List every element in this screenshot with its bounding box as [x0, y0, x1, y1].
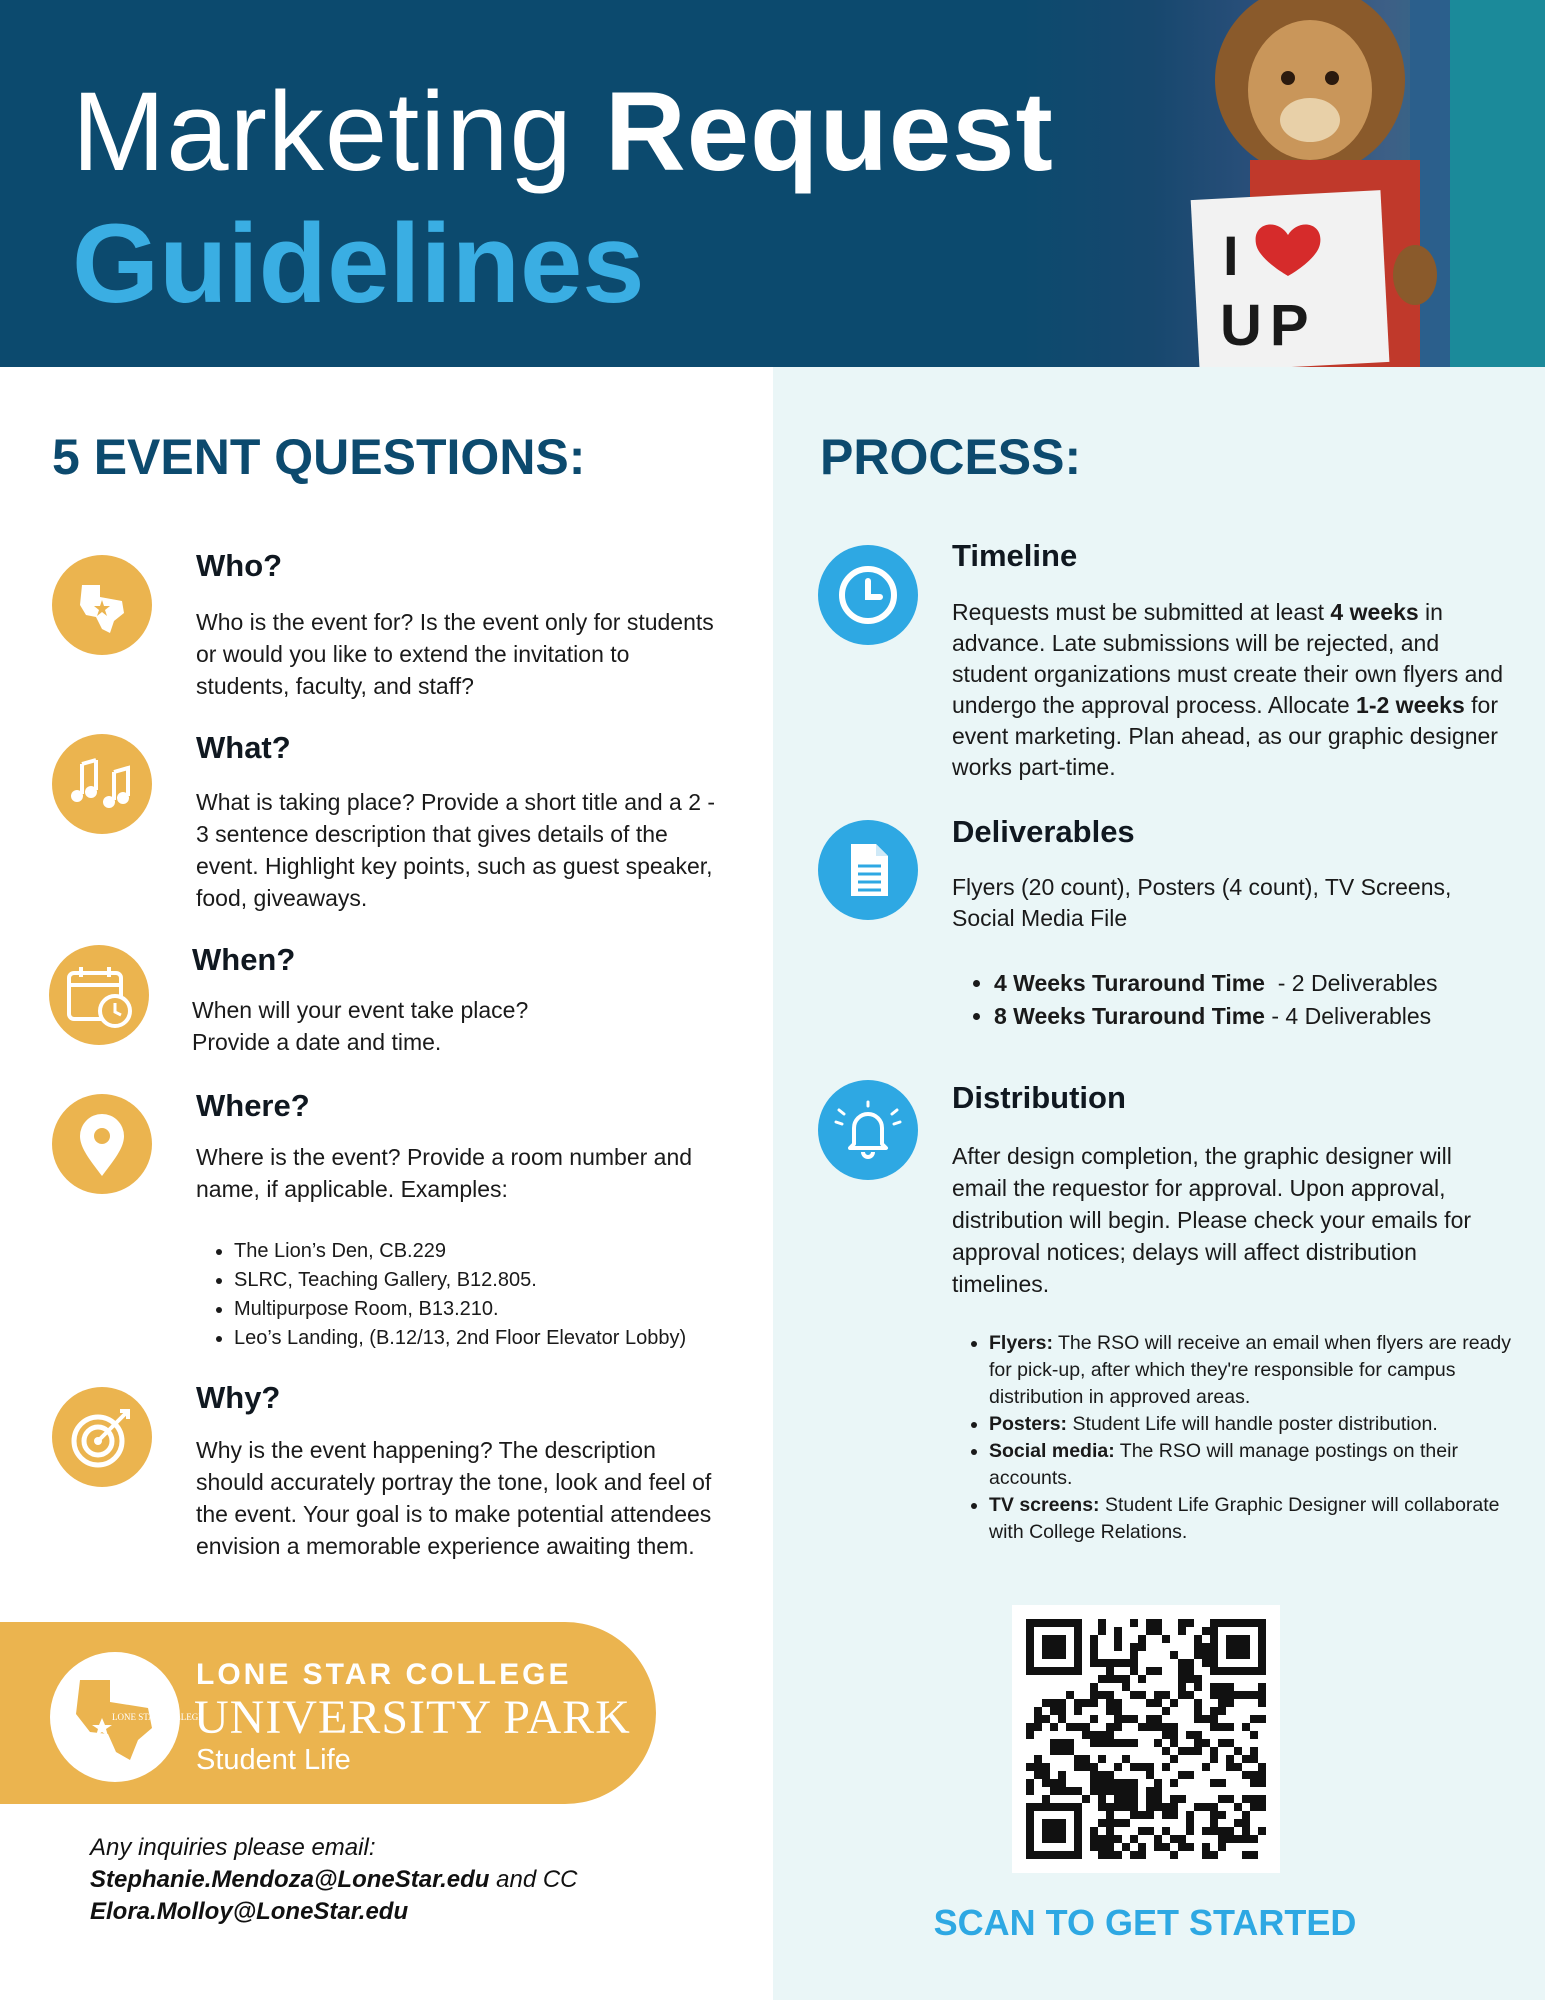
distribution-list [953, 1330, 1531, 1546]
sign-text-i: I [1223, 224, 1239, 287]
list-item: • The Lion’s Den, CB.229 [234, 1237, 686, 1266]
when-text-line-2: Provide a date and time. [192, 1029, 442, 1055]
list-item: • TV screens: Student Life Graphic Designer will collaborate with College Relations. [989, 1492, 1531, 1546]
what-heading: What? [196, 730, 291, 765]
target-icon [52, 1387, 152, 1487]
where-heading: Where? [196, 1088, 310, 1123]
when-heading: When? [192, 942, 296, 977]
list-item: • 8 Weeks Turaround Time - 4 Deliverables [994, 1000, 1438, 1033]
contact-intro: Any inquiries please email: [90, 1834, 376, 1861]
logo-text: LONE STAR COLLEGE [112, 1712, 204, 1722]
title-marketing: Marketing [72, 69, 573, 194]
contact-info [90, 1832, 578, 1928]
qr-code[interactable] [1012, 1605, 1280, 1873]
title-guidelines: Guidelines [72, 201, 645, 326]
list-item: • Flyers: The RSO will receive an email when flyers are ready for pick-up, after which they're responsible for campus distribution in approved areas. [989, 1330, 1531, 1411]
bell-icon [818, 1080, 918, 1180]
contact-email-1[interactable]: Stephanie.Mendoza@LoneStar.edu [90, 1866, 490, 1893]
document-icon [818, 820, 918, 920]
list-item: • Posters: Student Life will handle poster distribution. [989, 1411, 1531, 1438]
banner-student-life: Student Life [196, 1744, 351, 1776]
timeline-heading: Timeline [952, 538, 1078, 573]
why-heading: Why? [196, 1380, 281, 1415]
banner-lone-star-college: LONE STAR COLLEGE [196, 1658, 572, 1691]
calendar-clock-icon [49, 945, 149, 1045]
distribution-text: After design completion, the graphic designer will email the requestor for approval. Upon approval, distribution will begin. Please check your emails for approval notices; delays will affect distribution timelines. [952, 1143, 1472, 1297]
contact-and-cc: and CC [489, 1866, 578, 1893]
contact-email-2[interactable]: Elora.Molloy@LoneStar.edu [90, 1898, 409, 1925]
banner-university-park: UNIVERSITY PARK [194, 1691, 631, 1744]
lone-star-logo [50, 1652, 204, 1782]
deliverables-text: Flyers (20 count), Posters (4 count), TV Screens, Social Media File [952, 874, 1452, 931]
distribution-heading: Distribution [952, 1080, 1126, 1115]
mascot-photo [1020, 0, 1545, 367]
when-text-line-1: When will your event take place? [192, 997, 529, 1023]
what-text: What is taking place? Provide a short title and a 2 - 3 sentence description that gives details of the event. Highlight key points, such as guest speaker, food, giveaways. [196, 789, 716, 911]
where-examples-list [206, 1237, 686, 1353]
deliverables-heading: Deliverables [952, 814, 1135, 849]
list-item: • SLRC, Teaching Gallery, B12.805. [234, 1266, 686, 1295]
texas-star-icon [52, 555, 152, 655]
turnaround-list [958, 967, 1438, 1033]
who-heading: Who? [196, 548, 283, 583]
event-questions-title: 5 EVENT QUESTIONS: [52, 429, 586, 485]
list-item: • Leo’s Landing, (B.12/13, 2nd Floor Elevator Lobby) [234, 1324, 686, 1353]
list-item: • Social media: The RSO will manage postings on their accounts. [989, 1438, 1531, 1492]
list-item: • 4 Weeks Turaround Time - 2 Deliverables [994, 967, 1438, 1000]
college-banner [0, 1622, 656, 1804]
header-banner [0, 0, 1545, 367]
list-item: • Multipurpose Room, B13.210. [234, 1295, 686, 1324]
clock-icon [818, 545, 918, 645]
sign-text-up: UP [1220, 293, 1317, 358]
title-line-1 [72, 68, 1054, 197]
title-request: Request [604, 69, 1054, 194]
where-text: Where is the event? Provide a room number and name, if applicable. Examples: [196, 1144, 693, 1202]
location-pin-icon [52, 1094, 152, 1194]
process-title: PROCESS: [820, 429, 1082, 485]
who-text: Who is the event for? Is the event only for students or would you like to extend the invitation to students, faculty, and staff? [196, 609, 714, 699]
when-text [192, 994, 712, 1058]
timeline-text: Requests must be submitted at least 4 weeks in advance. Late submissions will be rejected, and student organizations must create their own flyers and undergo the approval process. Allocate 1-2 weeks for event marketing. Plan ahead, as our graphic designer works part-time. [952, 599, 1504, 780]
music-notes-icon [52, 734, 152, 834]
scan-to-get-started: SCAN TO GET STARTED [933, 1902, 1357, 1943]
why-text: Why is the event happening? The description should accurately portray the tone, look and feel of the event. Your goal is to make potential attendees envision a memorable experience awaiting them. [196, 1437, 712, 1559]
